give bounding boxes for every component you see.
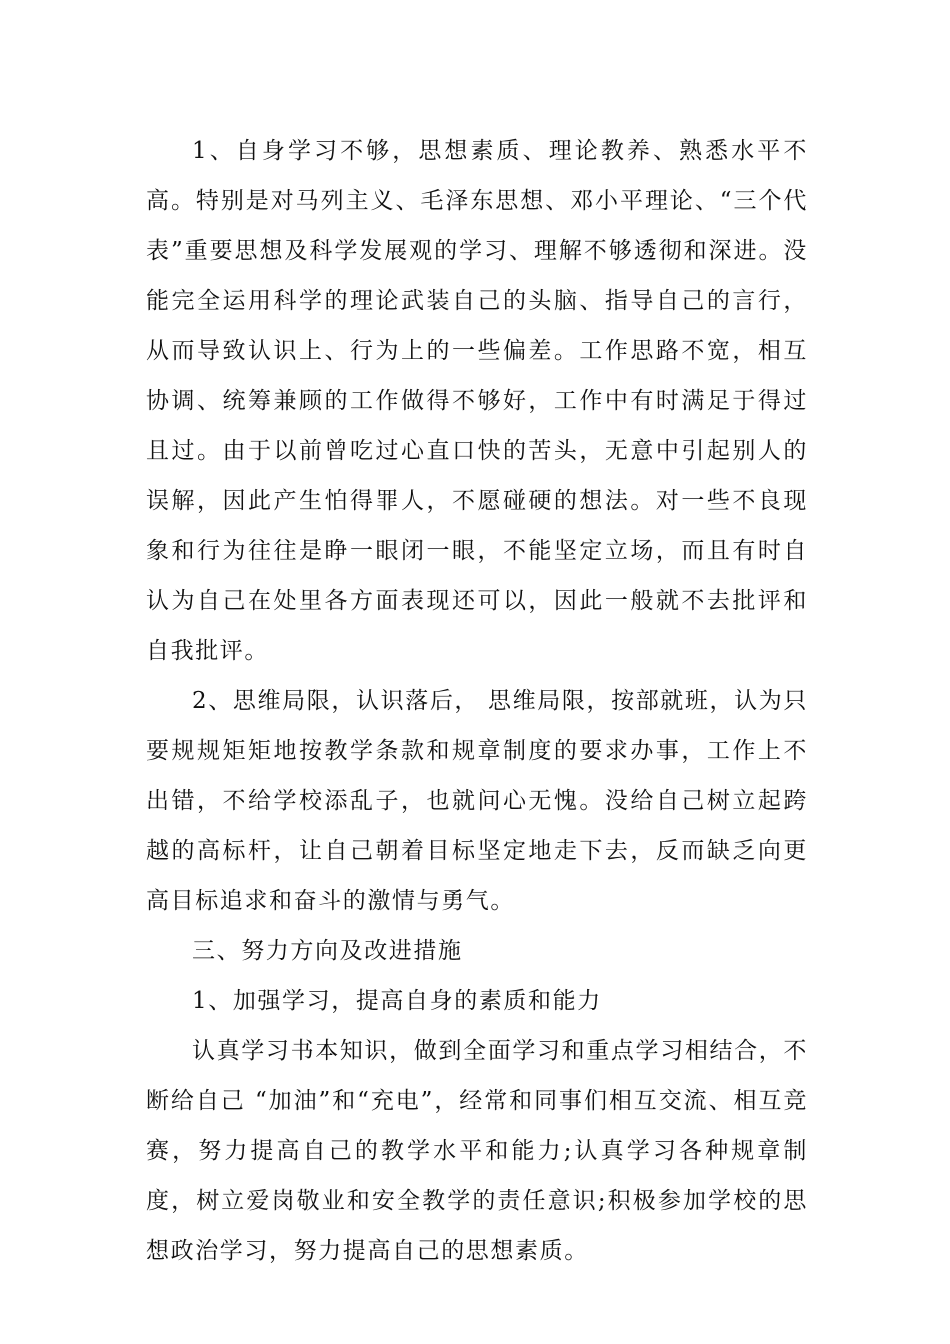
paragraph-self-study: 1、自身学习不够，思想素质、理论教养、熟悉水平不高。特别是对马列主义、毛泽东思想、邓小平理论、“三个代表”重要思想及科学发展观的学习、理解不够透彻和深进。没能完全运用科学的理论武装自己的头脑、指导自己的言行，从而导致认识上、行为上的一些偏差。工作思路不宽，相互协调、统筹兼顾的工作做得不够好，工作中有时满足于得过且过。由于以前曾吃过心直口快的苦头，无意中引起别人的误解，因此产生怕得罪人，不愿碰硬的想法。对一些不良现象和行为往往是睁一眼闭一眼，不能坚定立场，而且有时自认为自己在处里各方面表现还可以，因此一般就不去批评和自我批评。	[146, 138, 808, 664]
subheading-strengthen-study: 1、加强学习，提高自身的素质和能力	[192, 988, 602, 1014]
document-body	[146, 126, 808, 1276]
paragraph-thinking-limits: 2、思维局限，认识落后， 思维局限，按部就班，认为只要规规矩矩地按教学条款和规章制度的要求办事，工作上不出错，不给学校添乱子，也就问心无愧。没给自己树立起跨越的高标杆，让自己朝着目标坚定地走下去，反而缺乏向更高目标追求和奋斗的激情与勇气。	[146, 688, 808, 914]
section-heading-improvement: 三、努力方向及改进措施	[192, 938, 463, 964]
paragraph-study-measures: 认真学习书本知识，做到全面学习和重点学习相结合，不断给自己 “加油”和“充电”，经常和同事们相互交流、相互竞赛，努力提高自己的教学水平和能力;认真学习各种规章制度，树立爱岗敬业和安全教学的责任意识;积极参加学校的思想政治学习，努力提高自己的思想素质。	[146, 1038, 808, 1264]
